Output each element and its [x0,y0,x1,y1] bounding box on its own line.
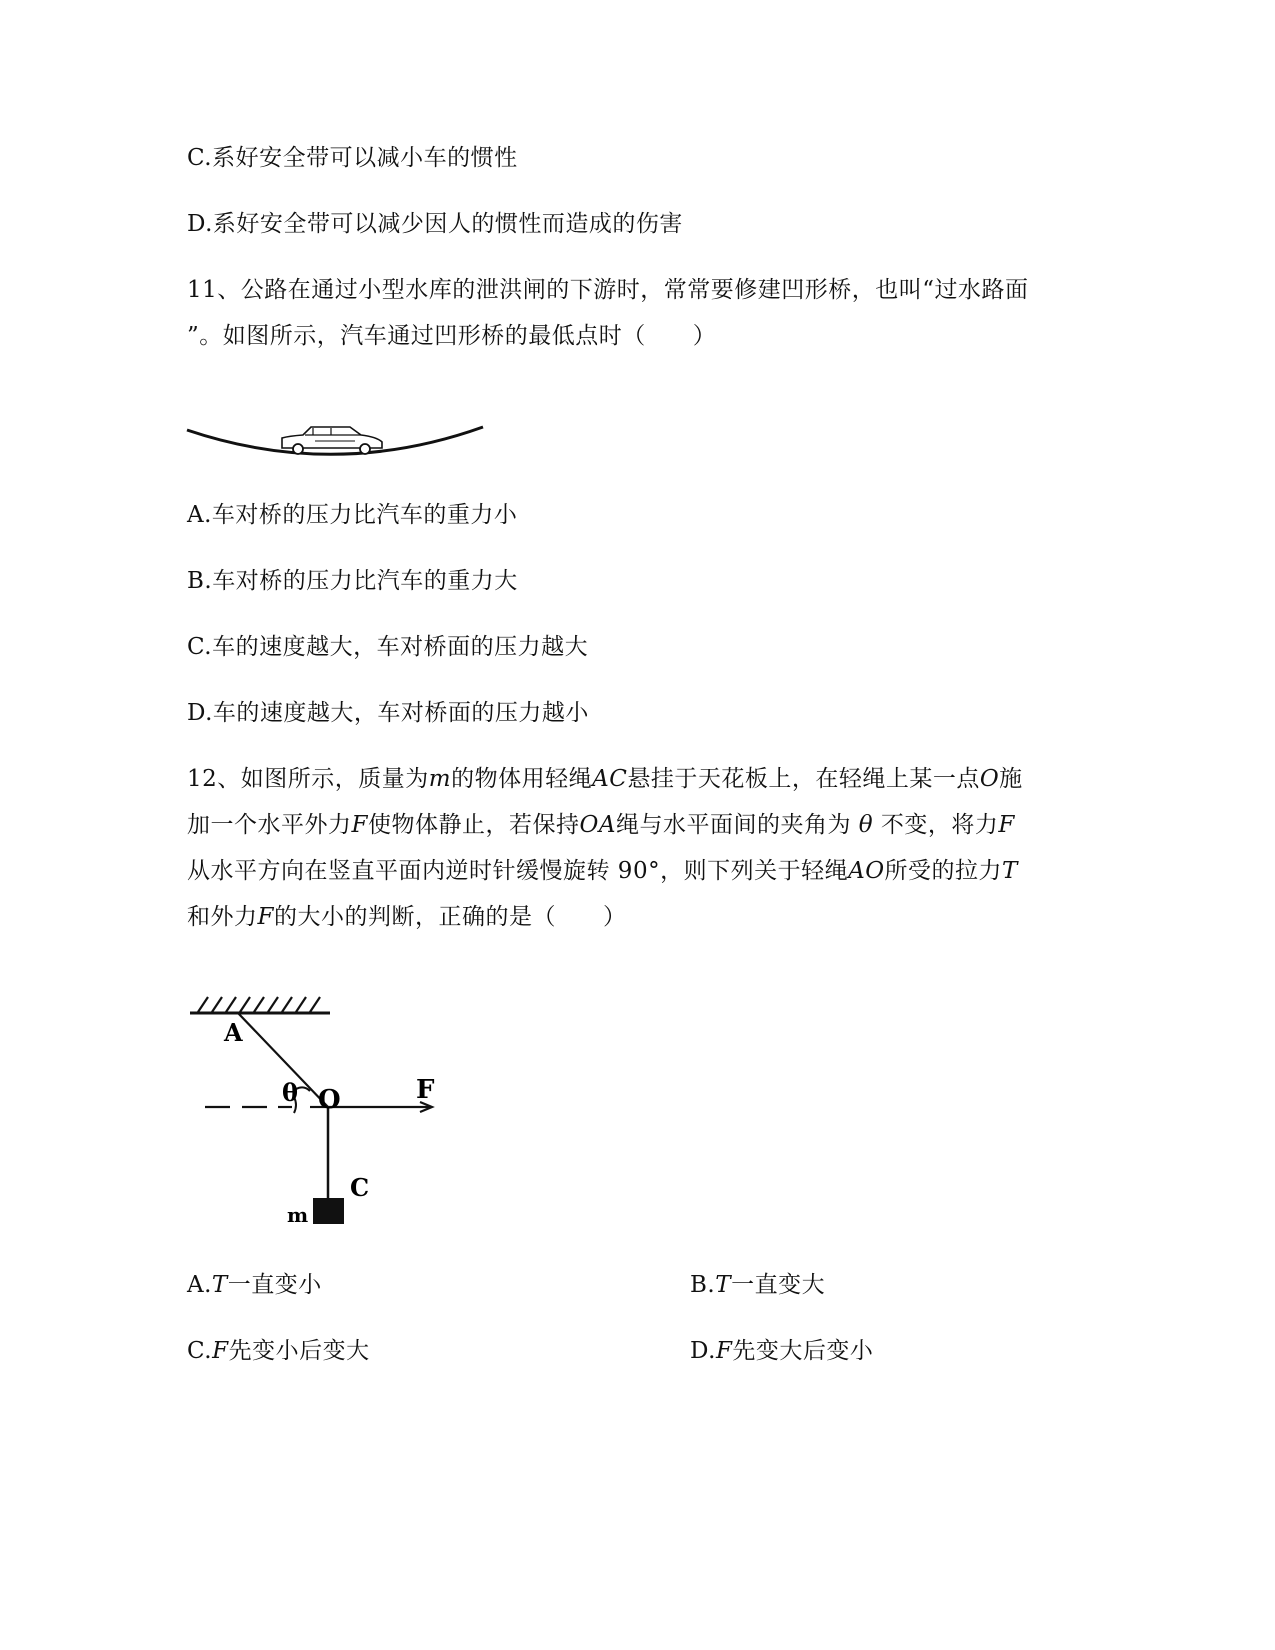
q10-option-c: C.系好安全带可以减小车的惯性 [187,145,518,171]
q11-option-d: D.车的速度越大，车对桥面的压力越小 [187,700,589,726]
q11-stem-line2: ”。如图所示，汽车通过凹形桥的最低点时（ ） [187,323,717,349]
label-a: A [224,1018,243,1047]
q11-option-c: C.车的速度越大，车对桥面的压力越大 [187,634,589,660]
label-m: m [287,1203,309,1227]
q12-stem-line1: 12、如图所示，质量为m的物体用轻绳AC悬挂于天花板上，在轻绳上某一点O施 [187,766,1023,792]
q10-option-d: D.系好安全带可以减少因人的惯性而造成的伤害 [187,211,683,237]
q12-stem-line4: 和外力F的大小的判断，正确的是（ ） [187,904,627,930]
q12-stem-line2: 加一个水平外力F使物体静止，若保持OA绳与水平面间的夹角为 θ 不变，将力F [187,812,1015,838]
label-theta: θ [282,1078,299,1107]
q12-option-d: D.F先变大后变小 [690,1338,874,1364]
q11-option-b: B.车对桥的压力比汽车的重力大 [187,568,518,594]
concave-bridge-figure [185,415,485,465]
rope-force-figure [190,985,450,1235]
ceiling [190,997,330,1013]
label-c: C [350,1173,370,1202]
q12-option-a: A.T一直变小 [187,1272,322,1298]
q11-stem-line1: 11、公路在通过小型水库的泄洪闸的下游时，常常要修建凹形桥，也叫“过水路面 [187,277,1029,303]
car-icon [282,427,382,454]
q11-option-a: A.车对桥的压力比汽车的重力小 [187,502,518,528]
mass-block [313,1198,344,1224]
label-o: O [318,1085,341,1115]
q12-option-c: C.F先变小后变大 [187,1338,370,1364]
q12-option-b: B.T一直变大 [690,1272,826,1298]
q12-stem-line3: 从水平方向在竖直平面内逆时针缓慢旋转 90°，则下列关于轻绳AO所受的拉力T [187,858,1018,884]
label-f: F [416,1075,435,1105]
